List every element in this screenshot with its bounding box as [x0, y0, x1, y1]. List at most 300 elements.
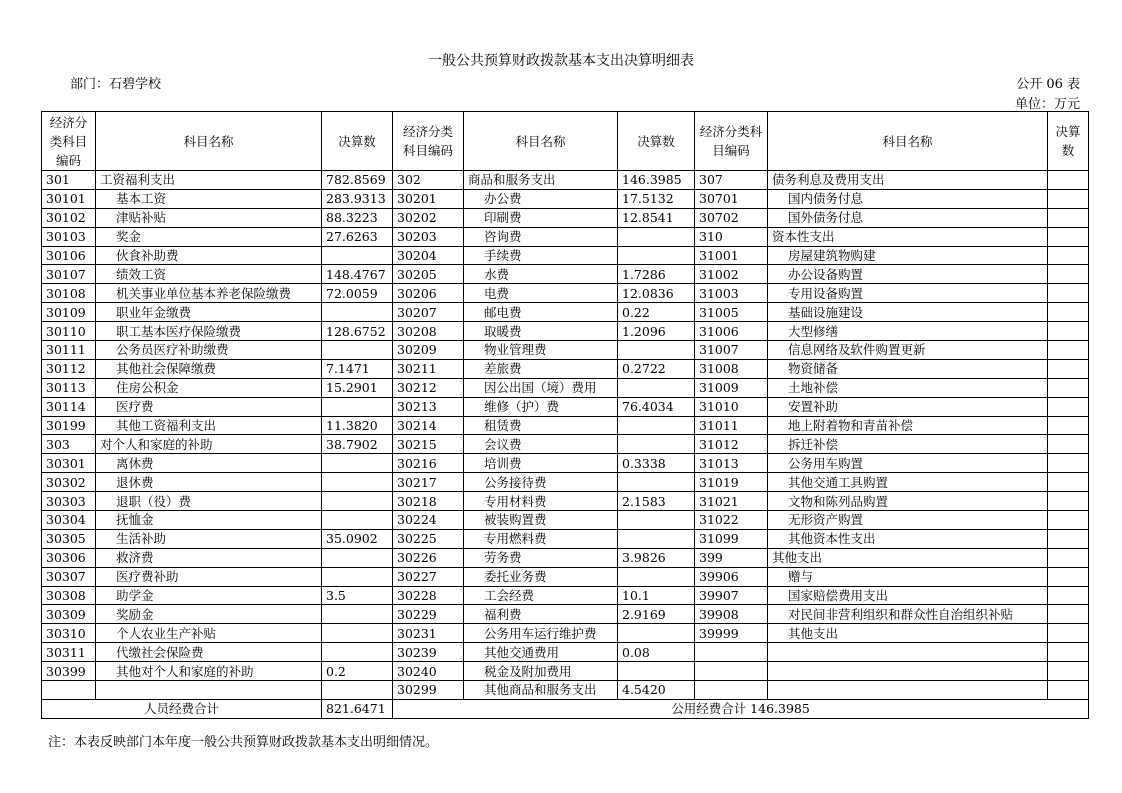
- name-cell-3: 其他资本性支出: [768, 529, 1048, 548]
- table-row: [42, 624, 1089, 643]
- amount-cell-1: 88.3223: [322, 208, 393, 227]
- table-row: [42, 322, 1089, 341]
- amount-cell-2: 2.9169: [618, 605, 695, 624]
- name-cell-3: 土地补偿: [768, 378, 1048, 397]
- name-cell-2: 其他商品和服务支出: [464, 681, 618, 700]
- name-cell-1: 对个人和家庭的补助: [96, 435, 322, 454]
- name-cell-2: 其他交通费用: [464, 643, 618, 662]
- table-row: [42, 454, 1089, 473]
- header-name-3: 科目名称: [768, 112, 1048, 171]
- amount-cell-2: 1.2096: [618, 322, 695, 341]
- department-label: 部门：石碧学校: [70, 77, 162, 92]
- name-cell-2: 维修（护）费: [464, 397, 618, 416]
- name-cell-1: 住房公积金: [96, 378, 322, 397]
- name-cell-1: 其他工资福利支出: [96, 416, 322, 435]
- code-cell-1: 30110: [42, 322, 96, 341]
- table-row: [42, 359, 1089, 378]
- name-cell-1: 职工基本医疗保险缴费: [96, 322, 322, 341]
- amount-cell-3: [1048, 189, 1089, 208]
- amount-cell-1: 0.2: [322, 662, 393, 681]
- expenditure-table: [41, 111, 1089, 719]
- amount-cell-3: [1048, 511, 1089, 530]
- code-cell-2: 30227: [393, 567, 464, 586]
- header-amount-2: 决算数: [618, 112, 695, 171]
- code-cell-2: 30207: [393, 303, 464, 322]
- code-cell-3: 31003: [695, 284, 768, 303]
- name-cell-3: 其他交通工具购置: [768, 473, 1048, 492]
- name-cell-3: 其他支出: [768, 548, 1048, 567]
- header-name-2: 科目名称: [464, 112, 618, 171]
- code-cell-3: [695, 681, 768, 700]
- amount-cell-2: 0.08: [618, 643, 695, 662]
- code-cell-1: 30114: [42, 397, 96, 416]
- code-cell-3: 31001: [695, 246, 768, 265]
- code-cell-1: 30307: [42, 567, 96, 586]
- code-cell-3: 399: [695, 548, 768, 567]
- name-cell-3: 地上附着物和青苗补偿: [768, 416, 1048, 435]
- name-cell-3: 物资储备: [768, 359, 1048, 378]
- table-row: [42, 643, 1089, 662]
- amount-cell-1: [322, 511, 393, 530]
- personnel-total-value: 821.6471: [322, 699, 393, 718]
- code-cell-3: 31013: [695, 454, 768, 473]
- name-cell-1: 津贴补贴: [96, 208, 322, 227]
- amount-cell-1: 283.9313: [322, 189, 393, 208]
- name-cell-3: 国外债务付息: [768, 208, 1048, 227]
- name-cell-1: 救济费: [96, 548, 322, 567]
- name-cell-3: 安置补助: [768, 397, 1048, 416]
- header-code-1: 经济分类科目编码: [42, 112, 96, 171]
- name-cell-3: [768, 643, 1048, 662]
- code-cell-2: 30209: [393, 341, 464, 360]
- name-cell-1: [96, 681, 322, 700]
- header-name-1: 科目名称: [96, 112, 322, 171]
- code-cell-2: 30240: [393, 662, 464, 681]
- header-amount-1: 决算数: [322, 112, 393, 171]
- name-cell-1: 医疗费: [96, 397, 322, 416]
- name-cell-2: 电费: [464, 284, 618, 303]
- amount-cell-2: [618, 435, 695, 454]
- code-cell-3: 31011: [695, 416, 768, 435]
- amount-cell-2: 0.3338: [618, 454, 695, 473]
- amount-cell-2: 12.0836: [618, 284, 695, 303]
- code-cell-2: 30204: [393, 246, 464, 265]
- amount-cell-2: 3.9826: [618, 548, 695, 567]
- name-cell-1: 代缴社会保险费: [96, 643, 322, 662]
- amount-cell-3: [1048, 265, 1089, 284]
- name-cell-1: 其他社会保障缴费: [96, 359, 322, 378]
- amount-cell-2: 4.5420: [618, 681, 695, 700]
- amount-cell-3: [1048, 284, 1089, 303]
- amount-cell-1: [322, 643, 393, 662]
- amount-cell-2: 0.2722: [618, 359, 695, 378]
- amount-cell-1: 15.2901: [322, 378, 393, 397]
- amount-cell-2: [618, 529, 695, 548]
- code-cell-1: 30113: [42, 378, 96, 397]
- name-cell-3: 信息网络及软件购置更新: [768, 341, 1048, 360]
- amount-cell-1: 27.6263: [322, 227, 393, 246]
- amount-cell-3: [1048, 416, 1089, 435]
- amount-cell-3: [1048, 171, 1089, 190]
- amount-cell-3: [1048, 605, 1089, 624]
- code-cell-1: 30109: [42, 303, 96, 322]
- code-cell-1: 30303: [42, 492, 96, 511]
- name-cell-3: [768, 681, 1048, 700]
- table-row: [42, 189, 1089, 208]
- totals-row: [42, 699, 1089, 718]
- code-cell-3: 30702: [695, 208, 768, 227]
- table-row: [42, 378, 1089, 397]
- amount-cell-2: 12.8541: [618, 208, 695, 227]
- amount-cell-2: 17.5132: [618, 189, 695, 208]
- code-cell-2: 30214: [393, 416, 464, 435]
- code-cell-2: 30239: [393, 643, 464, 662]
- code-cell-1: 30108: [42, 284, 96, 303]
- name-cell-2: 税金及附加费用: [464, 662, 618, 681]
- name-cell-3: 国家赔偿费用支出: [768, 586, 1048, 605]
- code-cell-1: 30399: [42, 662, 96, 681]
- name-cell-2: 专用燃料费: [464, 529, 618, 548]
- header-row: [42, 112, 1089, 171]
- code-cell-3: 31006: [695, 322, 768, 341]
- code-cell-1: 30199: [42, 416, 96, 435]
- amount-cell-3: [1048, 662, 1089, 681]
- table-row: [42, 662, 1089, 681]
- name-cell-1: 退职（役）费: [96, 492, 322, 511]
- code-cell-1: 30311: [42, 643, 96, 662]
- code-cell-3: 31005: [695, 303, 768, 322]
- amount-cell-2: [618, 473, 695, 492]
- code-cell-3: 31008: [695, 359, 768, 378]
- code-cell-2: 30202: [393, 208, 464, 227]
- form-number: 公开 06 表: [1016, 77, 1080, 92]
- table-row: [42, 416, 1089, 435]
- amount-cell-3: [1048, 303, 1089, 322]
- amount-cell-1: [322, 397, 393, 416]
- code-cell-3: 39999: [695, 624, 768, 643]
- table-row: [42, 246, 1089, 265]
- code-cell-2: 30218: [393, 492, 464, 511]
- name-cell-1: 职业年金缴费: [96, 303, 322, 322]
- amount-cell-2: 1.7286: [618, 265, 695, 284]
- public-total: 公用经费合计 146.3985: [393, 699, 1089, 718]
- code-cell-1: 30305: [42, 529, 96, 548]
- unit-label: 单位：万元: [1014, 97, 1080, 112]
- name-cell-1: 抚恤金: [96, 511, 322, 530]
- amount-cell-1: 148.4767: [322, 265, 393, 284]
- code-cell-1: 30310: [42, 624, 96, 643]
- name-cell-1: 奖金: [96, 227, 322, 246]
- name-cell-2: 邮电费: [464, 303, 618, 322]
- code-cell-1: 30301: [42, 454, 96, 473]
- amount-cell-1: [322, 454, 393, 473]
- amount-cell-3: [1048, 643, 1089, 662]
- name-cell-1: 离休费: [96, 454, 322, 473]
- amount-cell-2: [618, 662, 695, 681]
- table-row: [42, 208, 1089, 227]
- code-cell-1: 30302: [42, 473, 96, 492]
- table-row: [42, 435, 1089, 454]
- name-cell-3: 文物和陈列品购置: [768, 492, 1048, 511]
- name-cell-2: 办公费: [464, 189, 618, 208]
- amount-cell-2: 2.1583: [618, 492, 695, 511]
- code-cell-2: 30208: [393, 322, 464, 341]
- code-cell-3: 307: [695, 171, 768, 190]
- code-cell-3: 30701: [695, 189, 768, 208]
- table-row: [42, 681, 1089, 700]
- amount-cell-1: [322, 303, 393, 322]
- amount-cell-1: [322, 624, 393, 643]
- amount-cell-3: [1048, 246, 1089, 265]
- code-cell-1: 30111: [42, 341, 96, 360]
- amount-cell-2: 10.1: [618, 586, 695, 605]
- code-cell-2: 30213: [393, 397, 464, 416]
- amount-cell-3: [1048, 492, 1089, 511]
- name-cell-3: 大型修缮: [768, 322, 1048, 341]
- amount-cell-1: 3.5: [322, 586, 393, 605]
- name-cell-1: 绩效工资: [96, 265, 322, 284]
- amount-cell-1: [322, 246, 393, 265]
- amount-cell-1: [322, 473, 393, 492]
- amount-cell-2: [618, 416, 695, 435]
- name-cell-3: 赠与: [768, 567, 1048, 586]
- amount-cell-3: [1048, 359, 1089, 378]
- name-cell-3: 国内债务付息: [768, 189, 1048, 208]
- code-cell-1: 30101: [42, 189, 96, 208]
- name-cell-1: 个人农业生产补贴: [96, 624, 322, 643]
- name-cell-1: 医疗费补助: [96, 567, 322, 586]
- name-cell-2: 委托业务费: [464, 567, 618, 586]
- name-cell-2: 因公出国（境）费用: [464, 378, 618, 397]
- code-cell-2: 30299: [393, 681, 464, 700]
- page-title: 一般公共预算财政拨款基本支出决算明细表: [428, 53, 694, 69]
- code-cell-3: 31012: [695, 435, 768, 454]
- name-cell-1: 其他对个人和家庭的补助: [96, 662, 322, 681]
- name-cell-2: 印刷费: [464, 208, 618, 227]
- name-cell-3: 对民间非营利组织和群众性自治组织补贴: [768, 605, 1048, 624]
- amount-cell-3: [1048, 341, 1089, 360]
- personnel-total-label: 人员经费合计: [42, 699, 322, 718]
- table-row: [42, 284, 1089, 303]
- code-cell-3: 39907: [695, 586, 768, 605]
- code-cell-3: 31021: [695, 492, 768, 511]
- code-cell-3: 31010: [695, 397, 768, 416]
- code-cell-3: 31007: [695, 341, 768, 360]
- code-cell-2: 30211: [393, 359, 464, 378]
- code-cell-2: 30231: [393, 624, 464, 643]
- code-cell-2: 30215: [393, 435, 464, 454]
- amount-cell-2: 146.3985: [618, 171, 695, 190]
- table-row: [42, 303, 1089, 322]
- footnote: 注：本表反映部门本年度一般公共预算财政拨款基本支出明细情况。: [48, 735, 439, 750]
- header-code-3: 经济分类科目编码: [695, 112, 768, 171]
- name-cell-2: 劳务费: [464, 548, 618, 567]
- amount-cell-1: [322, 681, 393, 700]
- code-cell-2: 30216: [393, 454, 464, 473]
- amount-cell-1: [322, 567, 393, 586]
- name-cell-3: 基础设施建设: [768, 303, 1048, 322]
- code-cell-2: 30226: [393, 548, 464, 567]
- code-cell-2: 30224: [393, 511, 464, 530]
- table-row: [42, 473, 1089, 492]
- name-cell-3: 债务利息及费用支出: [768, 171, 1048, 190]
- code-cell-2: 30228: [393, 586, 464, 605]
- amount-cell-2: [618, 341, 695, 360]
- amount-cell-1: 128.6752: [322, 322, 393, 341]
- name-cell-3: 拆迁补偿: [768, 435, 1048, 454]
- amount-cell-3: [1048, 397, 1089, 416]
- name-cell-2: 手续费: [464, 246, 618, 265]
- name-cell-1: 工资福利支出: [96, 171, 322, 190]
- code-cell-3: [695, 643, 768, 662]
- header-code-2: 经济分类科目编码: [393, 112, 464, 171]
- table-row: [42, 567, 1089, 586]
- amount-cell-1: 38.7902: [322, 435, 393, 454]
- amount-cell-3: [1048, 529, 1089, 548]
- code-cell-3: 31022: [695, 511, 768, 530]
- name-cell-2: 福利费: [464, 605, 618, 624]
- name-cell-1: 生活补助: [96, 529, 322, 548]
- name-cell-1: 基本工资: [96, 189, 322, 208]
- code-cell-2: 30225: [393, 529, 464, 548]
- code-cell-3: 31009: [695, 378, 768, 397]
- name-cell-2: 工会经费: [464, 586, 618, 605]
- amount-cell-3: [1048, 624, 1089, 643]
- amount-cell-2: 0.22: [618, 303, 695, 322]
- amount-cell-1: 11.3820: [322, 416, 393, 435]
- amount-cell-3: [1048, 208, 1089, 227]
- code-cell-3: 39908: [695, 605, 768, 624]
- amount-cell-1: 35.0902: [322, 529, 393, 548]
- table-row: [42, 586, 1089, 605]
- name-cell-3: 无形资产购置: [768, 511, 1048, 530]
- amount-cell-3: [1048, 435, 1089, 454]
- code-cell-2: 30201: [393, 189, 464, 208]
- name-cell-3: 资本性支出: [768, 227, 1048, 246]
- name-cell-2: 被装购置费: [464, 511, 618, 530]
- name-cell-3: 办公设备购置: [768, 265, 1048, 284]
- name-cell-1: 退休费: [96, 473, 322, 492]
- name-cell-3: 房屋建筑物购建: [768, 246, 1048, 265]
- amount-cell-2: [618, 378, 695, 397]
- code-cell-2: 30205: [393, 265, 464, 284]
- amount-cell-2: [618, 246, 695, 265]
- amount-cell-3: [1048, 586, 1089, 605]
- amount-cell-2: [618, 624, 695, 643]
- amount-cell-3: [1048, 227, 1089, 246]
- name-cell-1: 助学金: [96, 586, 322, 605]
- code-cell-3: 31002: [695, 265, 768, 284]
- code-cell-2: 30229: [393, 605, 464, 624]
- table-row: [42, 265, 1089, 284]
- amount-cell-1: [322, 341, 393, 360]
- name-cell-3: 专用设备购置: [768, 284, 1048, 303]
- code-cell-2: 30206: [393, 284, 464, 303]
- code-cell-2: 30212: [393, 378, 464, 397]
- table-row: [42, 511, 1089, 530]
- name-cell-2: 培训费: [464, 454, 618, 473]
- table-row: [42, 171, 1089, 190]
- code-cell-1: 30306: [42, 548, 96, 567]
- code-cell-1: 301: [42, 171, 96, 190]
- code-cell-1: 30309: [42, 605, 96, 624]
- code-cell-3: 31099: [695, 529, 768, 548]
- table-body: [42, 171, 1089, 700]
- amount-cell-1: 782.8569: [322, 171, 393, 190]
- code-cell-2: 302: [393, 171, 464, 190]
- name-cell-1: 奖励金: [96, 605, 322, 624]
- table-row: [42, 397, 1089, 416]
- code-cell-1: 30308: [42, 586, 96, 605]
- name-cell-3: [768, 662, 1048, 681]
- code-cell-1: 30304: [42, 511, 96, 530]
- name-cell-2: 公务用车运行维护费: [464, 624, 618, 643]
- amount-cell-2: [618, 227, 695, 246]
- name-cell-1: 公务员医疗补助缴费: [96, 341, 322, 360]
- code-cell-2: 30217: [393, 473, 464, 492]
- name-cell-2: 咨询费: [464, 227, 618, 246]
- table-row: [42, 548, 1089, 567]
- header-amount-3: 决算数: [1048, 112, 1089, 171]
- code-cell-3: 31019: [695, 473, 768, 492]
- amount-cell-2: [618, 511, 695, 530]
- amount-cell-3: [1048, 548, 1089, 567]
- table-row: [42, 341, 1089, 360]
- name-cell-2: 取暖费: [464, 322, 618, 341]
- amount-cell-3: [1048, 454, 1089, 473]
- amount-cell-3: [1048, 473, 1089, 492]
- code-cell-1: 30107: [42, 265, 96, 284]
- name-cell-2: 公务接待费: [464, 473, 618, 492]
- code-cell-3: 39906: [695, 567, 768, 586]
- name-cell-2: 商品和服务支出: [464, 171, 618, 190]
- amount-cell-1: [322, 605, 393, 624]
- code-cell-1: [42, 681, 96, 700]
- table-row: [42, 605, 1089, 624]
- code-cell-1: 303: [42, 435, 96, 454]
- name-cell-2: 物业管理费: [464, 341, 618, 360]
- amount-cell-3: [1048, 322, 1089, 341]
- code-cell-2: 30203: [393, 227, 464, 246]
- code-cell-3: 310: [695, 227, 768, 246]
- table-row: [42, 227, 1089, 246]
- amount-cell-1: 7.1471: [322, 359, 393, 378]
- amount-cell-3: [1048, 567, 1089, 586]
- name-cell-3: 其他支出: [768, 624, 1048, 643]
- amount-cell-1: [322, 492, 393, 511]
- name-cell-2: 租赁费: [464, 416, 618, 435]
- name-cell-2: 差旅费: [464, 359, 618, 378]
- code-cell-1: 30112: [42, 359, 96, 378]
- table-row: [42, 492, 1089, 511]
- amount-cell-1: [322, 548, 393, 567]
- name-cell-2: 会议费: [464, 435, 618, 454]
- name-cell-1: 伙食补助费: [96, 246, 322, 265]
- code-cell-1: 30106: [42, 246, 96, 265]
- name-cell-3: 公务用车购置: [768, 454, 1048, 473]
- amount-cell-3: [1048, 681, 1089, 700]
- amount-cell-2: 76.4034: [618, 397, 695, 416]
- table-row: [42, 529, 1089, 548]
- amount-cell-2: [618, 567, 695, 586]
- amount-cell-3: [1048, 378, 1089, 397]
- code-cell-1: 30103: [42, 227, 96, 246]
- code-cell-1: 30102: [42, 208, 96, 227]
- name-cell-2: 水费: [464, 265, 618, 284]
- code-cell-3: [695, 662, 768, 681]
- name-cell-2: 专用材料费: [464, 492, 618, 511]
- amount-cell-1: 72.0059: [322, 284, 393, 303]
